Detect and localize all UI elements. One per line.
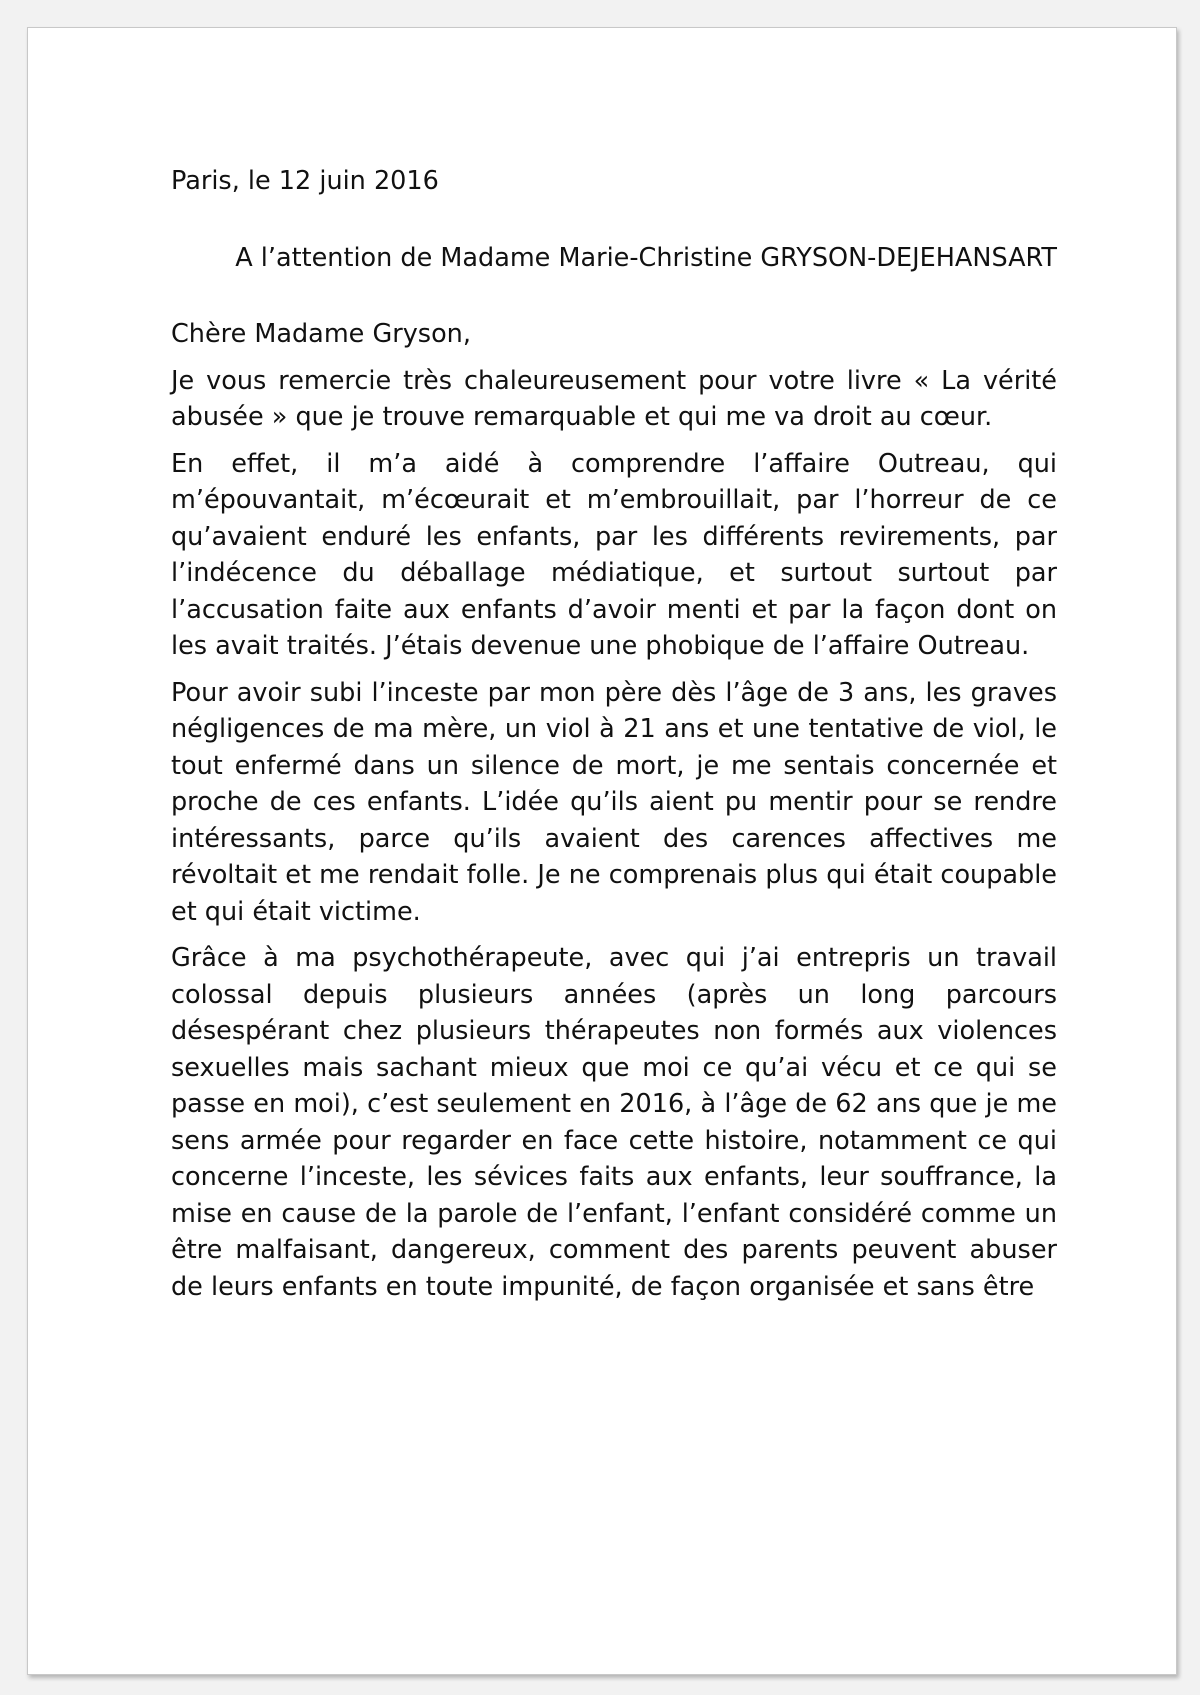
paragraph: Grâce à ma psychothérapeute, avec qui j’ai entrepris un travail colossal depuis plusieurs années (après un long parcours désespérant chez plusieurs thérapeutes non formés aux violences sexuelles mais sachant mieux que moi ce qu’ai vécu et ce qui se passe en moi), c’est seulement en 2016, à l’âge de 62 ans que je me sens armée pour regarder en face cette histoire, notamment ce qui concerne l’inceste, les sévices faits aux enfants, leur souffrance, la mise en cause de la parole de l’enfant, l’enfant considéré comme un être malfaisant, dangereux, comment des parents peuvent abuser de leurs enfants en toute impunité, de façon organisée et sans être — [171, 943, 1057, 1302]
paragraph: Pour avoir subi l’inceste par mon père dès l’âge de 3 ans, les graves négligences de ma mère, un viol à 21 ans et une tentative de viol, le tout enfermé dans un silence de mort, je me sentais concernée et proche de ces enfants. L’idée qu’ils aient pu mentir pour se rendre intéressants, parce qu’ils avaient des carences affectives me révoltait et me rendait folle. Je ne comprenais plus qui était coupable et qui était victime. — [171, 677, 1057, 927]
paragraph: Je vous remercie très chaleureusement pour votre livre « La vérité abusée » que je trouve remarquable et qui me va droit au cœur. — [171, 365, 1057, 432]
paragraph: En effet, il m’a aidé à comprendre l’affaire Outreau, qui m’épouvantait, m’écœurait et m’embrouillait, par l’horreur de ce qu’avaient enduré les enfants, par les différents revirements, par l’indécence du déballage médiatique, et surtout surtout par l’accusation faite aux enfants d’avoir menti et par la façon dont on les avait traités. J’étais devenue une phobique de l’affaire Outreau. — [171, 448, 1057, 661]
date-line: Paris, le 12 juin 2016 — [171, 166, 439, 196]
document-page — [27, 27, 1177, 1675]
salutation: Chère Madame Gryson, — [171, 319, 471, 349]
attention-line: A l’attention de Madame Marie-Christine GRYSON-DEJEHANSART — [235, 242, 1057, 273]
letter-body — [171, 163, 1057, 1315]
